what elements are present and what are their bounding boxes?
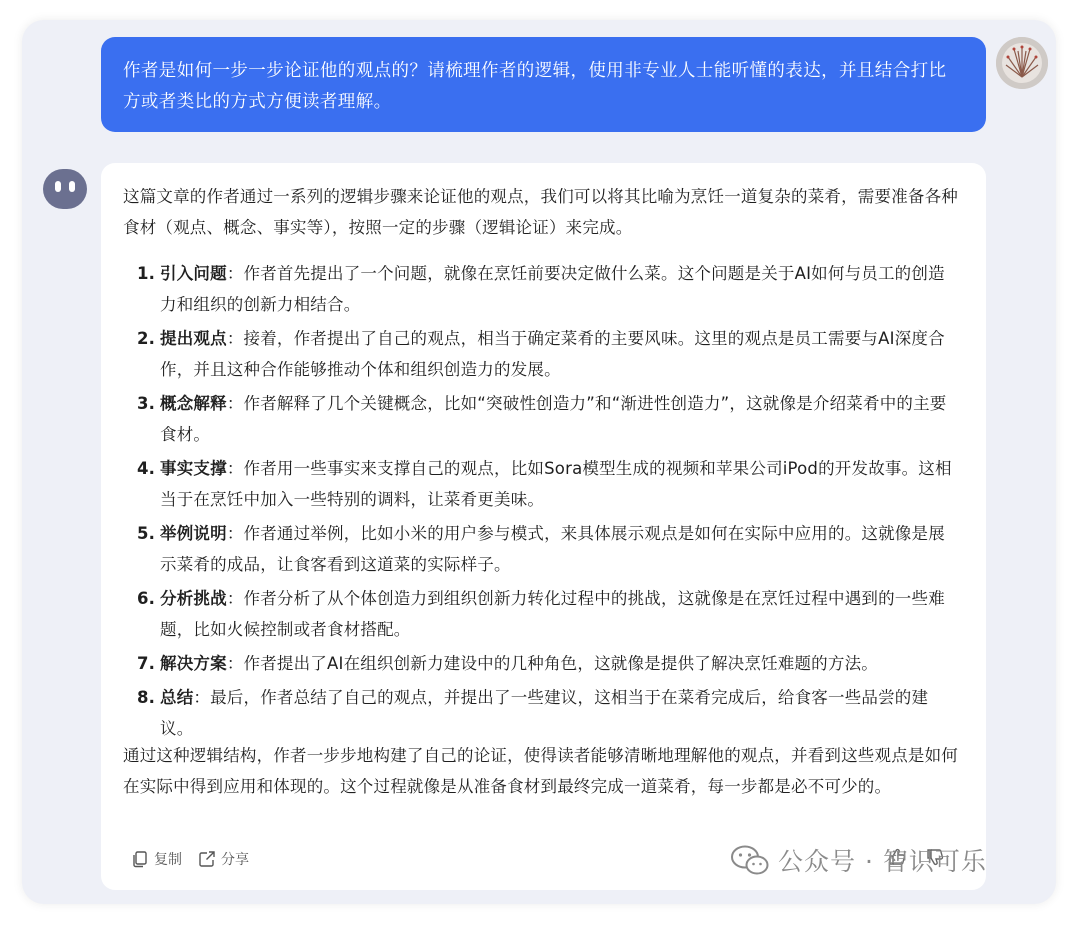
user-message-bubble: [101, 37, 986, 132]
copy-icon: [131, 850, 149, 868]
step-text: ：作者首先提出了一个问题，就像在烹饪前要决定做什么菜。这个问题是关于AI如何与员工的创造力和组织的创新力相结合。: [160, 264, 945, 314]
step-number: 7.: [137, 654, 156, 673]
step-text: ：接着，作者提出了自己的观点，相当于确定菜肴的主要风味。这里的观点是员工需要与AI深度合作，并且这种合作能够推动个体和组织创造力的发展。: [160, 329, 945, 379]
assistant-reply-card: [101, 163, 986, 890]
list-item: [137, 323, 957, 385]
watermark-text: 公众号 · 智识可乐: [778, 847, 987, 876]
list-item: [137, 388, 957, 450]
step-text: ：作者提出了AI在组织创新力建设中的几种角色，这就像是提供了解决烹饪难题的方法。: [226, 654, 878, 673]
step-title: 举例说明: [160, 524, 227, 543]
copy-button[interactable]: [131, 849, 182, 869]
user-avatar-image: [996, 37, 1048, 89]
user-message-text: 作者是如何一步一步论证他的观点的？请梳理作者的逻辑，使用非专业人士能听懂的表达，并且结合打比方或者类比的方式方便读者理解。: [123, 61, 947, 112]
step-text: ：作者分析了从个体创造力到组织创新力转化过程中的挑战，这就像是在烹饪过程中遇到的一些难题，比如火候控制或者食材搭配。: [160, 589, 945, 639]
list-item: [137, 583, 957, 645]
reply-intro: 这篇文章的作者通过一系列的逻辑步骤来论证他的观点，我们可以将其比喻为烹饪一道复杂的菜肴，需要准备各种食材（观点、概念、事实等），按照一定的步骤（逻辑论证）来完成。: [123, 187, 958, 237]
watermark: [730, 842, 987, 878]
step-number: 1.: [137, 264, 156, 283]
step-title: 概念解释: [160, 394, 227, 413]
list-item: [137, 453, 957, 515]
step-number: 2.: [137, 329, 156, 348]
chat-window: [22, 20, 1056, 904]
list-item: [137, 258, 957, 320]
step-title: 总结: [160, 688, 194, 707]
share-icon: [198, 850, 216, 868]
reply-actions: [131, 848, 249, 870]
step-number: 6.: [137, 589, 156, 608]
copy-label: 复制: [154, 852, 182, 868]
step-title: 引入问题: [160, 264, 227, 283]
step-text: ：作者通过举例，比如小米的用户参与模式，来具体展示观点是如何在实际中应用的。这就像是展示菜肴的成品，让食客看到这道菜的实际样子。: [160, 524, 945, 574]
step-number: 8.: [137, 688, 156, 707]
step-title: 分析挑战: [160, 589, 227, 608]
step-number: 4.: [137, 459, 156, 478]
list-item: [137, 682, 957, 744]
step-title: 解决方案: [160, 654, 227, 673]
step-title: 事实支撑: [160, 459, 227, 478]
reply-steps-list: [137, 258, 957, 747]
step-text: ：作者用一些事实来支撑自己的观点，比如Sora模型生成的视频和苹果公司iPod的开发故事。这相当于在烹饪中加入一些特别的调料，让菜肴更美味。: [160, 459, 952, 509]
wechat-icon: [730, 844, 770, 876]
step-number: 3.: [137, 394, 156, 413]
step-text: ：最后，作者总结了自己的观点，并提出了一些建议，这相当于在菜肴完成后，给食客一些品尝的建议。: [160, 688, 929, 738]
list-item: [137, 518, 957, 580]
assistant-avatar: [42, 168, 88, 210]
step-number: 5.: [137, 524, 156, 543]
share-button[interactable]: [198, 849, 249, 869]
share-label: 分享: [221, 852, 249, 868]
step-text: ：作者解释了几个关键概念，比如“突破性创造力”和“渐进性创造力”，这就像是介绍菜肴中的主要食材。: [160, 394, 947, 444]
bot-face-icon: [42, 168, 88, 210]
reply-conclusion: 通过这种逻辑结构，作者一步步地构建了自己的论证，使得读者能够清晰地理解他的观点，并看到这些观点是如何在实际中得到应用和体现的。这个过程就像是从准备食材到最终完成一道菜肴，每一步都是必不可少的。: [123, 746, 958, 796]
list-item: [137, 648, 957, 679]
user-avatar[interactable]: [996, 37, 1048, 89]
step-title: 提出观点: [160, 329, 227, 348]
